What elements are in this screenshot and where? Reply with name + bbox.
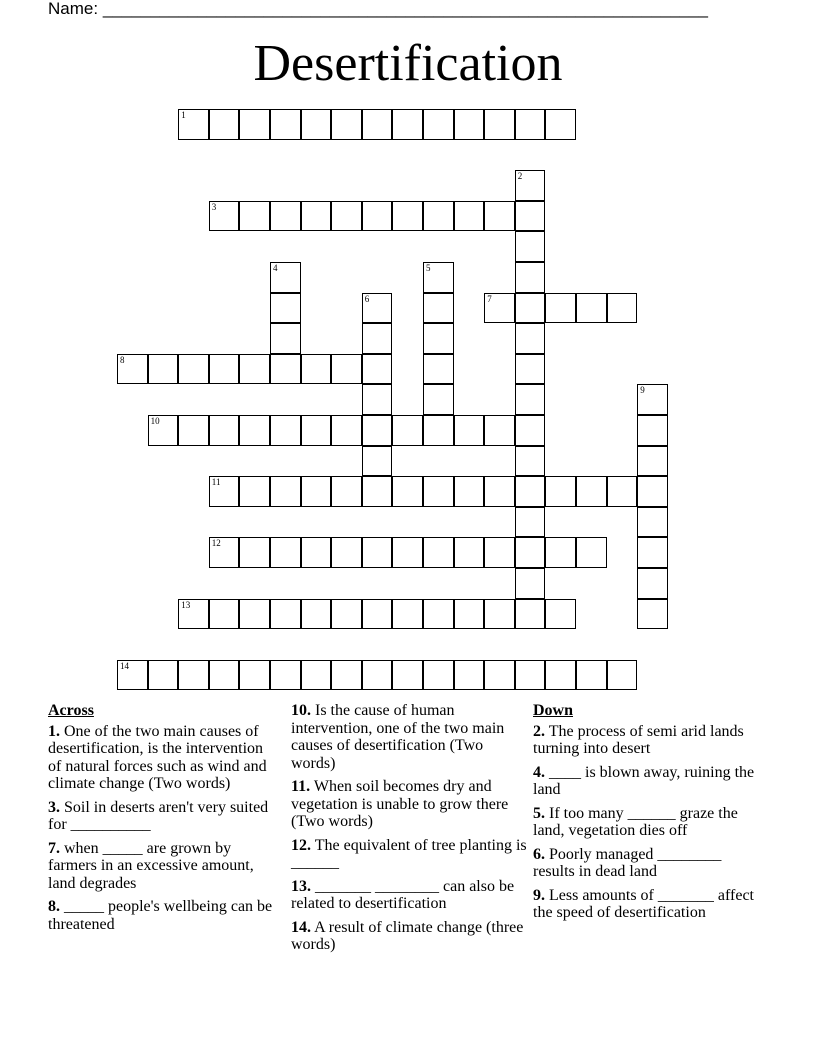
- grid-cell[interactable]: [331, 599, 362, 630]
- grid-cell[interactable]: [515, 109, 546, 140]
- clue-number: 6: [364, 293, 370, 304]
- grid-cell[interactable]: [301, 599, 332, 630]
- grid-cell[interactable]: [454, 660, 485, 691]
- grid-cell[interactable]: [331, 354, 362, 385]
- grid-cell[interactable]: [392, 109, 423, 140]
- grid-cell[interactable]: [178, 354, 209, 385]
- grid-cell[interactable]: [515, 415, 546, 446]
- grid-cell[interactable]: [576, 293, 607, 324]
- grid-cell[interactable]: [545, 293, 576, 324]
- grid-cell[interactable]: [423, 354, 454, 385]
- grid-cell[interactable]: [484, 537, 515, 568]
- grid-cell[interactable]: [515, 446, 546, 477]
- grid-cell[interactable]: [637, 476, 668, 507]
- grid-cell[interactable]: [545, 537, 576, 568]
- grid-cell[interactable]: [209, 415, 240, 446]
- grid-cell[interactable]: [209, 476, 240, 507]
- grid-cell[interactable]: [331, 537, 362, 568]
- grid-cell[interactable]: [331, 109, 362, 140]
- grid-cell[interactable]: [392, 660, 423, 691]
- clue-number: 7: [487, 293, 492, 304]
- clue-number: 3: [211, 201, 217, 212]
- clue-number: 13: [181, 599, 191, 610]
- grid-cell[interactable]: [239, 415, 270, 446]
- grid-cell[interactable]: [545, 660, 576, 691]
- grid-cell[interactable]: [423, 109, 454, 140]
- clue-across-14: 14. A result of climate change (three words): [291, 918, 524, 953]
- grid-cell[interactable]: [637, 599, 668, 630]
- grid-cell[interactable]: [331, 476, 362, 507]
- clue-number: 10: [150, 416, 160, 426]
- grid-cell[interactable]: [148, 660, 179, 691]
- grid-cell[interactable]: [362, 323, 393, 354]
- grid-cell[interactable]: [607, 476, 638, 507]
- grid-cell[interactable]: [362, 384, 393, 415]
- grid-cell[interactable]: [178, 415, 209, 446]
- grid-cell[interactable]: [423, 415, 454, 446]
- clue-down-9: 9. Less amounts of _______ affect the speed of desertification: [533, 886, 754, 921]
- grid-cell[interactable]: [362, 293, 393, 324]
- clue-number: 14: [120, 660, 129, 671]
- grid-cell[interactable]: [239, 660, 270, 691]
- grid-cell[interactable]: [423, 201, 454, 232]
- grid-cell[interactable]: [301, 476, 332, 507]
- grid-cell[interactable]: [484, 293, 515, 324]
- grid-cell[interactable]: [239, 537, 270, 568]
- clue-down-2: 2. The process of semi arid lands turning into desert: [533, 722, 744, 757]
- clue-across-7: 7. when _____ are grown by farmers in an excessive amount, land degrades: [48, 839, 254, 892]
- clue-number: 11: [211, 477, 221, 488]
- clue-number: 4: [273, 263, 278, 273]
- grid-cell[interactable]: [392, 415, 423, 446]
- grid-cell[interactable]: [637, 568, 668, 599]
- grid-cell[interactable]: [209, 109, 240, 140]
- grid-cell[interactable]: [423, 537, 454, 568]
- grid-cell[interactable]: [148, 354, 179, 385]
- grid-cell[interactable]: [362, 476, 393, 507]
- grid-cell[interactable]: [331, 415, 362, 446]
- grid-cell[interactable]: [515, 262, 546, 293]
- grid-cell[interactable]: [362, 415, 393, 446]
- grid-cell[interactable]: [209, 660, 240, 691]
- clue-number: 9: [640, 385, 645, 396]
- grid-cell[interactable]: [515, 599, 546, 630]
- grid-cell[interactable]: [239, 201, 270, 232]
- grid-cell[interactable]: [607, 660, 638, 691]
- grid-cell[interactable]: [515, 170, 546, 201]
- grid-cell[interactable]: [637, 415, 668, 446]
- grid-cell[interactable]: [178, 109, 209, 140]
- page-title: Desertification: [253, 35, 563, 92]
- clue-number: 8: [120, 354, 125, 365]
- grid-cell[interactable]: [270, 537, 301, 568]
- clue-across-12: 12. The equivalent of tree planting is ______: [291, 836, 527, 871]
- grid-cell[interactable]: [637, 537, 668, 568]
- grid-cell[interactable]: [423, 293, 454, 324]
- grid-cell[interactable]: [392, 476, 423, 507]
- clue-number: 12: [211, 538, 221, 549]
- grid-cell[interactable]: [270, 109, 301, 140]
- grid-cell[interactable]: [209, 537, 240, 568]
- grid-cell[interactable]: [270, 415, 301, 446]
- grid-cell[interactable]: [239, 476, 270, 507]
- grid-cell[interactable]: [117, 660, 148, 691]
- grid-cell[interactable]: [362, 109, 393, 140]
- grid-cell[interactable]: [423, 599, 454, 630]
- grid-cell[interactable]: [301, 109, 332, 140]
- grid-cell[interactable]: [178, 660, 209, 691]
- grid-cell[interactable]: [515, 476, 546, 507]
- clue-across-3: 3. Soil in deserts aren't very suited for __________: [48, 798, 269, 833]
- grid-cell[interactable]: [362, 354, 393, 385]
- grid-cell[interactable]: [637, 446, 668, 477]
- grid-cell[interactable]: [423, 384, 454, 415]
- grid-cell[interactable]: [545, 476, 576, 507]
- across-clues-col2: [291, 702, 527, 960]
- clue-across-1: 1. One of the two main causes of desertification, is the intervention of natural forces such as wind and climate change (Two words): [48, 722, 267, 792]
- grid-cell[interactable]: [637, 384, 668, 415]
- grid-cell[interactable]: [331, 660, 362, 691]
- grid-cell[interactable]: [392, 537, 423, 568]
- clue-down-5: 5. If too many ______ graze the land, vegetation dies off: [533, 804, 738, 839]
- grid-cell[interactable]: [637, 507, 668, 538]
- grid-cell[interactable]: [576, 537, 607, 568]
- grid-cell[interactable]: [270, 201, 301, 232]
- grid-cell[interactable]: [484, 201, 515, 232]
- grid-cell[interactable]: [270, 476, 301, 507]
- grid-cell[interactable]: [454, 476, 485, 507]
- grid-cell[interactable]: [423, 660, 454, 691]
- grid-cell[interactable]: [515, 201, 546, 232]
- grid-cell[interactable]: [454, 109, 485, 140]
- down-clues: [533, 702, 759, 928]
- grid-cell[interactable]: [270, 293, 301, 324]
- grid-cell[interactable]: [545, 109, 576, 140]
- clue-across-13: 13. _______ ________ can also be related to desertification: [291, 877, 515, 912]
- grid-cell[interactable]: [607, 293, 638, 324]
- grid-cell[interactable]: [515, 568, 546, 599]
- grid-cell[interactable]: [209, 354, 240, 385]
- grid-cell[interactable]: [178, 599, 209, 630]
- grid-cell[interactable]: [515, 323, 546, 354]
- grid-cell[interactable]: [454, 415, 485, 446]
- grid-cell[interactable]: [301, 415, 332, 446]
- grid-cell[interactable]: [454, 537, 485, 568]
- grid-cell[interactable]: [576, 660, 607, 691]
- grid-cell[interactable]: [270, 599, 301, 630]
- grid-cell[interactable]: [301, 354, 332, 385]
- grid-cell[interactable]: [362, 599, 393, 630]
- clue-down-4: 4. ____ is blown away, ruining the land: [533, 763, 755, 798]
- grid-cell[interactable]: [454, 201, 485, 232]
- name-blank[interactable]: ________________________________________________________________: [102, 0, 708, 18]
- grid-cell[interactable]: [301, 660, 332, 691]
- grid-cell[interactable]: [362, 660, 393, 691]
- grid-cell[interactable]: [209, 599, 240, 630]
- grid-cell[interactable]: [423, 476, 454, 507]
- grid-cell[interactable]: [392, 201, 423, 232]
- grid-cell[interactable]: [515, 537, 546, 568]
- grid-cell[interactable]: [362, 201, 393, 232]
- grid-cell[interactable]: [484, 599, 515, 630]
- grid-cell[interactable]: [301, 537, 332, 568]
- grid-cell[interactable]: [209, 201, 240, 232]
- clue-number: 2: [517, 171, 523, 182]
- grid-cell[interactable]: [270, 262, 301, 293]
- grid-cell[interactable]: [515, 384, 546, 415]
- grid-cell[interactable]: [270, 660, 301, 691]
- grid-cell[interactable]: [301, 201, 332, 232]
- grid-cell[interactable]: [515, 354, 546, 385]
- grid-cell[interactable]: [484, 109, 515, 140]
- grid-cell[interactable]: [515, 293, 546, 324]
- grid-cell[interactable]: [392, 599, 423, 630]
- clue-across-8: 8. _____ people's wellbeing can be threatened: [48, 898, 273, 933]
- across-heading: Across: [48, 702, 94, 719]
- across-clues-col1: [48, 702, 280, 939]
- name-line: [48, 0, 708, 18]
- grid-cell[interactable]: [515, 660, 546, 691]
- grid-cell[interactable]: [484, 660, 515, 691]
- grid-cell[interactable]: [515, 231, 546, 262]
- grid-cell[interactable]: [423, 262, 454, 293]
- grid-cell[interactable]: [515, 507, 546, 538]
- clue-number: 5: [426, 263, 431, 273]
- clue-number: 1: [181, 110, 186, 120]
- down-heading: Down: [533, 702, 574, 719]
- clue-down-6: 6. Poorly managed ________ results in dead land: [533, 845, 722, 880]
- grid-cell[interactable]: [117, 354, 148, 385]
- grid-cell[interactable]: [545, 599, 576, 630]
- grid-cell[interactable]: [270, 323, 301, 354]
- grid-cell[interactable]: [362, 446, 393, 477]
- grid-cell[interactable]: [270, 354, 301, 385]
- grid-cell[interactable]: [239, 109, 270, 140]
- grid-cell[interactable]: [484, 415, 515, 446]
- clue-across-10: 10. Is the cause of human intervention, one of the two main causes of desertification (Two words): [291, 702, 505, 772]
- grid-cell[interactable]: [423, 323, 454, 354]
- grid-cell[interactable]: [239, 599, 270, 630]
- grid-cell[interactable]: [484, 476, 515, 507]
- grid-cell[interactable]: [454, 599, 485, 630]
- name-label: Name:: [48, 0, 99, 18]
- grid-cell[interactable]: [148, 415, 179, 446]
- grid-cell[interactable]: [576, 476, 607, 507]
- grid-cell[interactable]: [239, 354, 270, 385]
- clue-across-11: 11. When soil becomes dry and vegetation is unable to grow there (Two words): [291, 778, 509, 830]
- grid-cell[interactable]: [331, 201, 362, 232]
- grid-cell[interactable]: [362, 537, 393, 568]
